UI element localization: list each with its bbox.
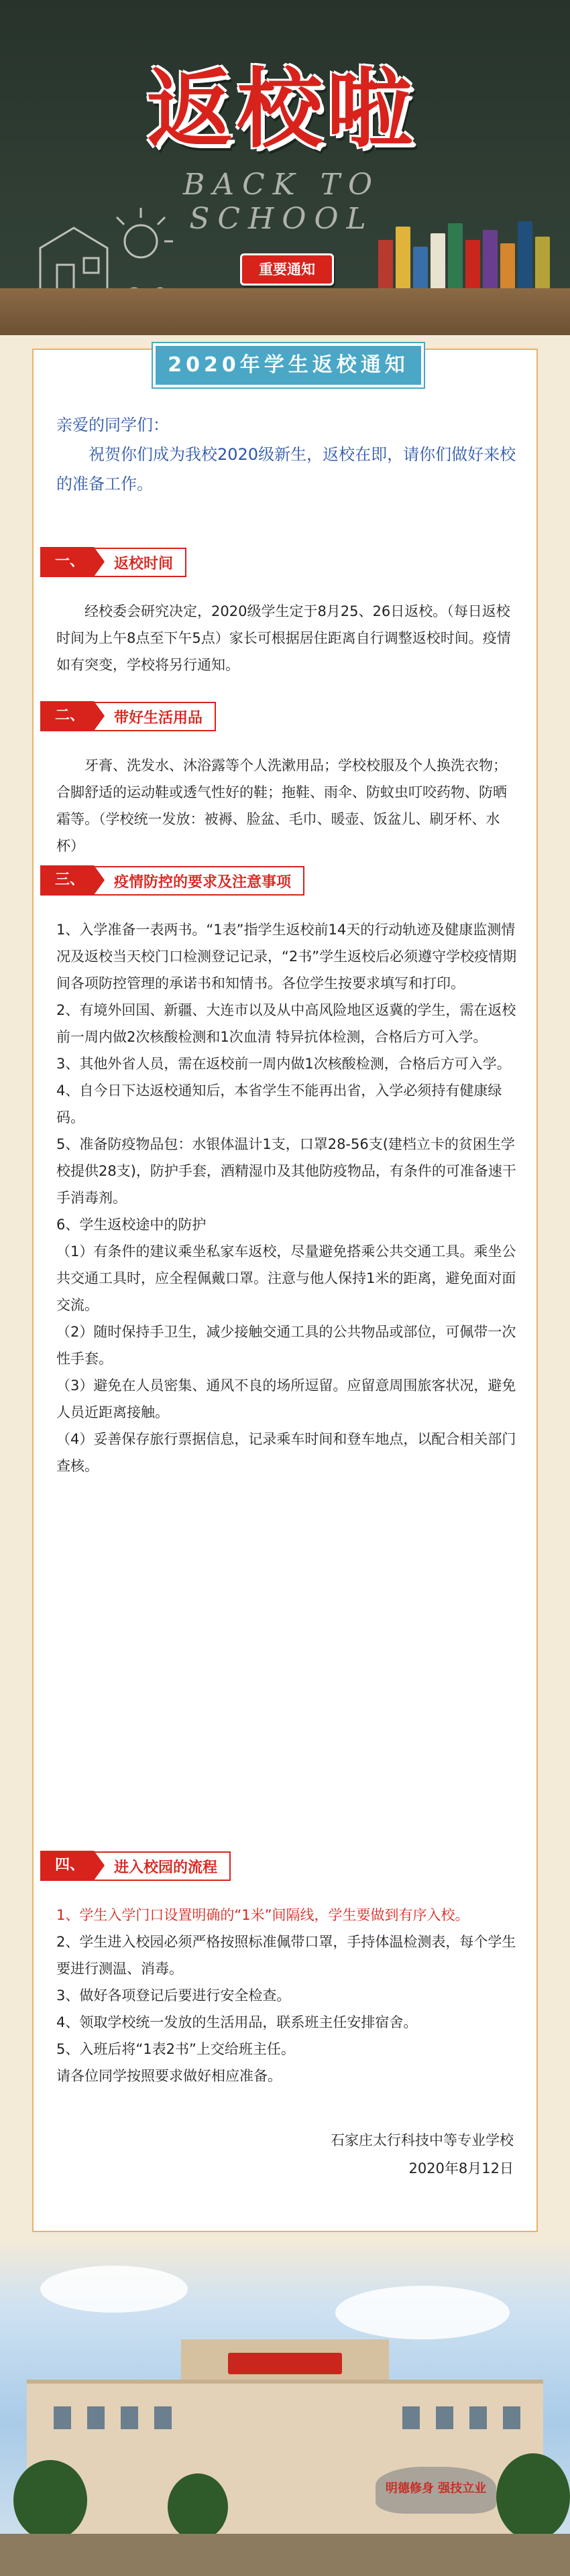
section-4-header <box>40 1851 231 1881</box>
signature-date: 2020年8月12日 <box>408 2160 514 2176</box>
section-1-body <box>56 598 519 678</box>
section-2-header <box>40 702 216 731</box>
tree-shape <box>168 2473 228 2540</box>
chalk-doodle-icon <box>27 201 174 308</box>
signature-block <box>331 2126 514 2183</box>
school-building <box>27 2380 543 2538</box>
section-4-label: 进入校园的流程 <box>114 1859 218 1876</box>
section-3-item: 2、有境外回国、新疆、大连市以及从中高风险地区返冀的学生，需在返校前一周内做2次核酸检测和1次血清 特异抗体检测，合格后方可入学。 <box>56 1002 516 1045</box>
window-shape <box>154 2406 172 2429</box>
tree-shape <box>13 2460 87 2540</box>
section-1-header <box>40 548 186 577</box>
section-4-item: 5、入班后将“1表2书”上交给班主任。 <box>56 2041 295 2057</box>
section-3-item: 1、入学准备一表两书。“1表”指学生返校前14天的行动轨迹及健康监测情况及返校当天校门口检测登记记录，“2书”学生返校后必须遵守学校疫情期间各项防控管理的承诺书和知情书。各位学生按要求填写和打印。 <box>56 922 517 991</box>
section-4-item <box>56 1902 519 1928</box>
section-3-item: 4、自今日下达返校通知后，本省学生不能再出省，入学必须持有健康绿码。 <box>56 1083 502 1125</box>
section-3-item: （1）有条件的建议乘坐私家车返校，尽量避免搭乘公共交通工具。乘坐公共交通工具时，应全程佩戴口罩。注意与他人保持1米的距离，避免面对面交流。 <box>56 1243 516 1313</box>
book-stack-icon <box>376 221 550 335</box>
ground <box>0 2534 570 2576</box>
greeting-salutation: 亲爱的同学们： <box>56 416 169 434</box>
section-3-number: 三、 <box>40 865 94 895</box>
cloud-shape <box>335 2286 510 2339</box>
banner-subtitle: BACK TO SCHOOL <box>182 168 381 236</box>
tree-shape <box>496 2453 570 2540</box>
section-2-number: 二、 <box>40 701 94 731</box>
section-3-body <box>56 916 519 1479</box>
window-shape <box>402 2406 420 2429</box>
section-4-item-text: 1、学生入学门口设置明确的“1米”间隔线，学生要做到有序入校。 <box>56 1907 469 1923</box>
section-3-label: 疫情防控的要求及注意事项 <box>114 873 292 891</box>
school-photo <box>0 2239 570 2576</box>
notice-title: 2020年学生返校通知 <box>153 343 424 387</box>
greeting-intro: 祝贺你们成为我校2020级新生，返校在即，请你们做好来校的准备工作。 <box>56 445 516 493</box>
notice-card <box>32 349 538 2232</box>
window-shape <box>469 2406 487 2429</box>
section-4-item: 请各位同学按照要求做好相应准备。 <box>56 2068 282 2084</box>
section-3-item: （4）妥善保存旅行票据信息，记录乘车时间和登车地点，以配合相关部门查核。 <box>56 1431 516 1474</box>
window-shape <box>503 2406 520 2429</box>
section-1-number: 一、 <box>40 547 94 576</box>
section-2-paragraph: 牙膏、洗发水、沐浴露等个人洗漱用品；学校校服及个人换洗衣物；合脚舒适的运动鞋或透气性好的鞋；拖鞋、雨伞、防蚊虫叮咬药物、防晒霜等。（学校统一发放：被褥、脸盆、毛巾、暖壶、饭盆儿、刷牙杯、水杯） <box>56 757 507 854</box>
banner-title: 返校啦 <box>146 60 416 160</box>
greeting-block <box>56 410 519 499</box>
section-3-item: 5、准备防疫物品包：水银体温计1支，口罩28-56支(建档立卡的贫困生学校提供28支)，防护手套，酒精湿巾及其他防疫物品，有条件的可准备速干手消毒剂。 <box>56 1136 516 1206</box>
section-3-item: 6、学生返校途中的防护 <box>56 1217 207 1233</box>
section-3-item: （2）随时保持手卫生，减少接触交通工具的公共物品或部位，可佩带一次性手套。 <box>56 1324 516 1367</box>
section-3-item: （3）避免在人员密集、通风不良的场所逗留。应留意周围旅客状况，避免人员近距离接触。 <box>56 1377 516 1420</box>
school-sign-board <box>228 2353 342 2374</box>
section-2-body <box>56 752 519 859</box>
section-4-body <box>56 1902 519 2089</box>
section-3-item: 3、其他外省人员，需在返校前一周内做1次核酸检测，合格后方可入学。 <box>56 1056 511 1072</box>
section-4-item: 2、学生进入校园必须严格按照标准佩带口罩，手持体温检测表，每个学生要进行测温、消毒。 <box>56 1934 516 1977</box>
section-2-label: 带好生活用品 <box>114 709 203 727</box>
section-4-number: 四、 <box>40 1851 94 1880</box>
window-shape <box>121 2406 138 2429</box>
section-4-item: 4、领取学校统一发放的生活用品，联系班主任安排宿舍。 <box>56 2014 418 2030</box>
window-shape <box>54 2406 71 2429</box>
stone-inscription: 明德修身 强技立业 <box>385 2481 487 2496</box>
section-1-paragraph: 经校委会研究决定，2020级学生定于8月25、26日返校。（每日返校时间为上午8点至下午5点）家长可根据居住距离自行调整返校时间。疫情如有突变，学校将另行通知。 <box>56 603 511 673</box>
signature-org: 石家庄太行科技中等专业学校 <box>331 2132 514 2148</box>
header-banner <box>0 0 570 335</box>
engraved-stone <box>376 2467 496 2514</box>
cloud-shape <box>40 2266 188 2313</box>
window-shape <box>436 2406 453 2429</box>
important-notice-badge: 重要通知 <box>240 253 334 286</box>
window-shape <box>87 2406 105 2429</box>
section-3-header <box>40 866 304 896</box>
section-4-item: 3、做好各项登记后要进行安全检查。 <box>56 1987 291 2004</box>
section-1-label: 返校时间 <box>114 555 174 572</box>
